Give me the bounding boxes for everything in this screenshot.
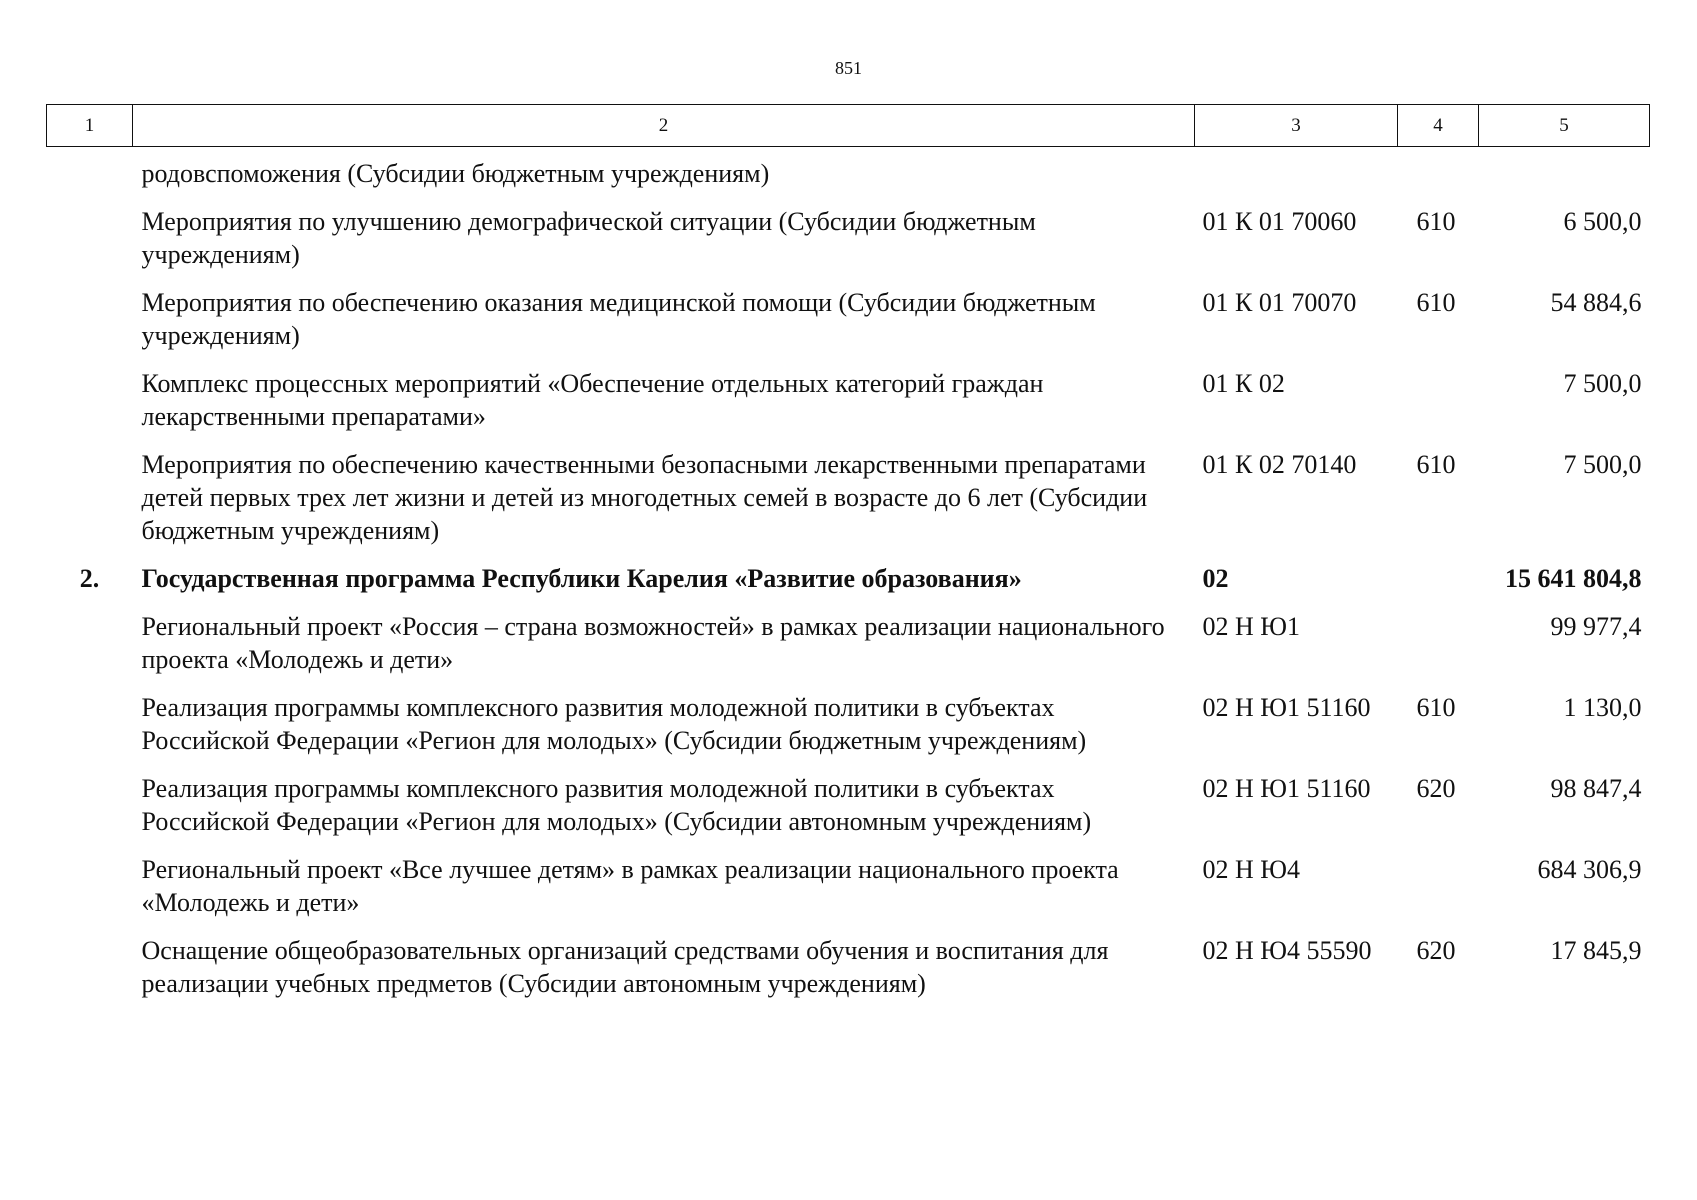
row-amount: 6 500,0 xyxy=(1563,207,1642,236)
row-name: Государственная программа Республики Карелия «Развитие образования» xyxy=(141,564,1022,593)
header-col-1: 1 xyxy=(47,105,133,147)
row-name: Мероприятия по обеспечению качественными безопасными лекарственными препаратами детей первых трех лет жизни и детей из многодетных семей в возрасте до 6 лет (Субсидии бюджетным учреждениям) xyxy=(141,450,1148,545)
row-expense-type xyxy=(1398,147,1479,191)
row-code: 02 xyxy=(1202,564,1229,593)
row-number xyxy=(47,352,133,433)
header-col-5: 5 xyxy=(1479,105,1650,147)
row-amount: 684 306,9 xyxy=(1537,855,1642,884)
row-amount: 7 500,0 xyxy=(1563,369,1642,398)
table-row xyxy=(47,352,1650,433)
row-expense-type: 610 xyxy=(1416,693,1456,722)
table-header xyxy=(47,105,1650,147)
table-body xyxy=(47,147,1650,1001)
row-name: Комплекс процессных мероприятий «Обеспечение отдельных категорий граждан лекарственными препаратами» xyxy=(141,369,1044,431)
table-row xyxy=(47,271,1650,352)
row-name: Оснащение общеобразовательных организаций средствами обучения и воспитания для реализации учебных предметов (Субсидии автономным учреждениям) xyxy=(141,936,1109,998)
row-code: 01 К 02 70140 xyxy=(1202,450,1357,479)
row-name: Мероприятия по улучшению демографической ситуации (Субсидии бюджетным учреждениям) xyxy=(141,207,1036,269)
page-number: 851 xyxy=(835,58,862,78)
row-code: 01 К 01 70060 xyxy=(1202,207,1357,236)
row-expense-type: 620 xyxy=(1416,774,1456,803)
table-row xyxy=(47,595,1650,676)
row-name: родовспоможения (Субсидии бюджетным учреждениям) xyxy=(141,159,770,188)
table-row xyxy=(47,147,1650,191)
row-number xyxy=(47,433,133,547)
row-code: 02 Н Ю1 xyxy=(1202,612,1300,641)
header-col-3: 3 xyxy=(1195,105,1398,147)
header-col-4: 4 xyxy=(1398,105,1479,147)
table-row xyxy=(47,433,1650,547)
row-name: Региональный проект «Все лучшее детям» в рамках реализации национального проекта «Молодежь и дети» xyxy=(141,855,1119,917)
row-expense-type: 620 xyxy=(1416,936,1456,965)
row-amount xyxy=(1479,147,1650,191)
row-name: Мероприятия по обеспечению оказания медицинской помощи (Субсидии бюджетным учреждениям) xyxy=(141,288,1096,350)
row-expense-type xyxy=(1398,838,1479,919)
row-name: Реализация программы комплексного развития молодежной политики в субъектах Российской Федерации «Регион для молодых» (Субсидии автономным учреждениям) xyxy=(141,774,1092,836)
row-number xyxy=(47,190,133,271)
table-row xyxy=(47,838,1650,919)
row-expense-type: 610 xyxy=(1416,207,1456,236)
row-amount: 98 847,4 xyxy=(1550,774,1642,803)
row-expense-type: 610 xyxy=(1416,450,1456,479)
row-number xyxy=(47,595,133,676)
row-expense-type xyxy=(1398,352,1479,433)
row-code: 02 Н Ю4 xyxy=(1202,855,1300,884)
row-amount: 17 845,9 xyxy=(1550,936,1642,965)
row-code xyxy=(1195,147,1398,191)
row-number xyxy=(47,757,133,838)
row-number xyxy=(47,676,133,757)
row-number xyxy=(47,271,133,352)
row-amount: 7 500,0 xyxy=(1563,450,1642,479)
row-name: Региональный проект «Россия – страна возможностей» в рамках реализации национального проекта «Молодежь и дети» xyxy=(141,612,1165,674)
row-expense-type xyxy=(1398,595,1479,676)
row-name: Реализация программы комплексного развития молодежной политики в субъектах Российской Федерации «Регион для молодых» (Субсидии бюджетным учреждениям) xyxy=(141,693,1087,755)
row-code: 02 Н Ю1 51160 xyxy=(1202,693,1371,722)
row-amount: 54 884,6 xyxy=(1550,288,1642,317)
table-row xyxy=(47,676,1650,757)
table-row xyxy=(47,190,1650,271)
row-code: 01 К 02 xyxy=(1202,369,1285,398)
header-row xyxy=(47,105,1650,147)
budget-table xyxy=(46,104,1650,1000)
row-expense-type xyxy=(1398,547,1479,595)
row-amount: 1 130,0 xyxy=(1563,693,1642,722)
row-amount: 99 977,4 xyxy=(1550,612,1642,641)
row-number xyxy=(47,147,133,191)
row-number: 2. xyxy=(79,564,100,593)
row-expense-type: 610 xyxy=(1416,288,1456,317)
table-row xyxy=(47,757,1650,838)
row-amount: 15 641 804,8 xyxy=(1505,564,1642,593)
row-code: 01 К 01 70070 xyxy=(1202,288,1357,317)
row-number xyxy=(47,919,133,1000)
program-row xyxy=(47,547,1650,595)
header-col-2: 2 xyxy=(133,105,1195,147)
table-row xyxy=(47,919,1650,1000)
row-code: 02 Н Ю4 55590 xyxy=(1202,936,1372,965)
row-number xyxy=(47,838,133,919)
row-code: 02 Н Ю1 51160 xyxy=(1202,774,1371,803)
